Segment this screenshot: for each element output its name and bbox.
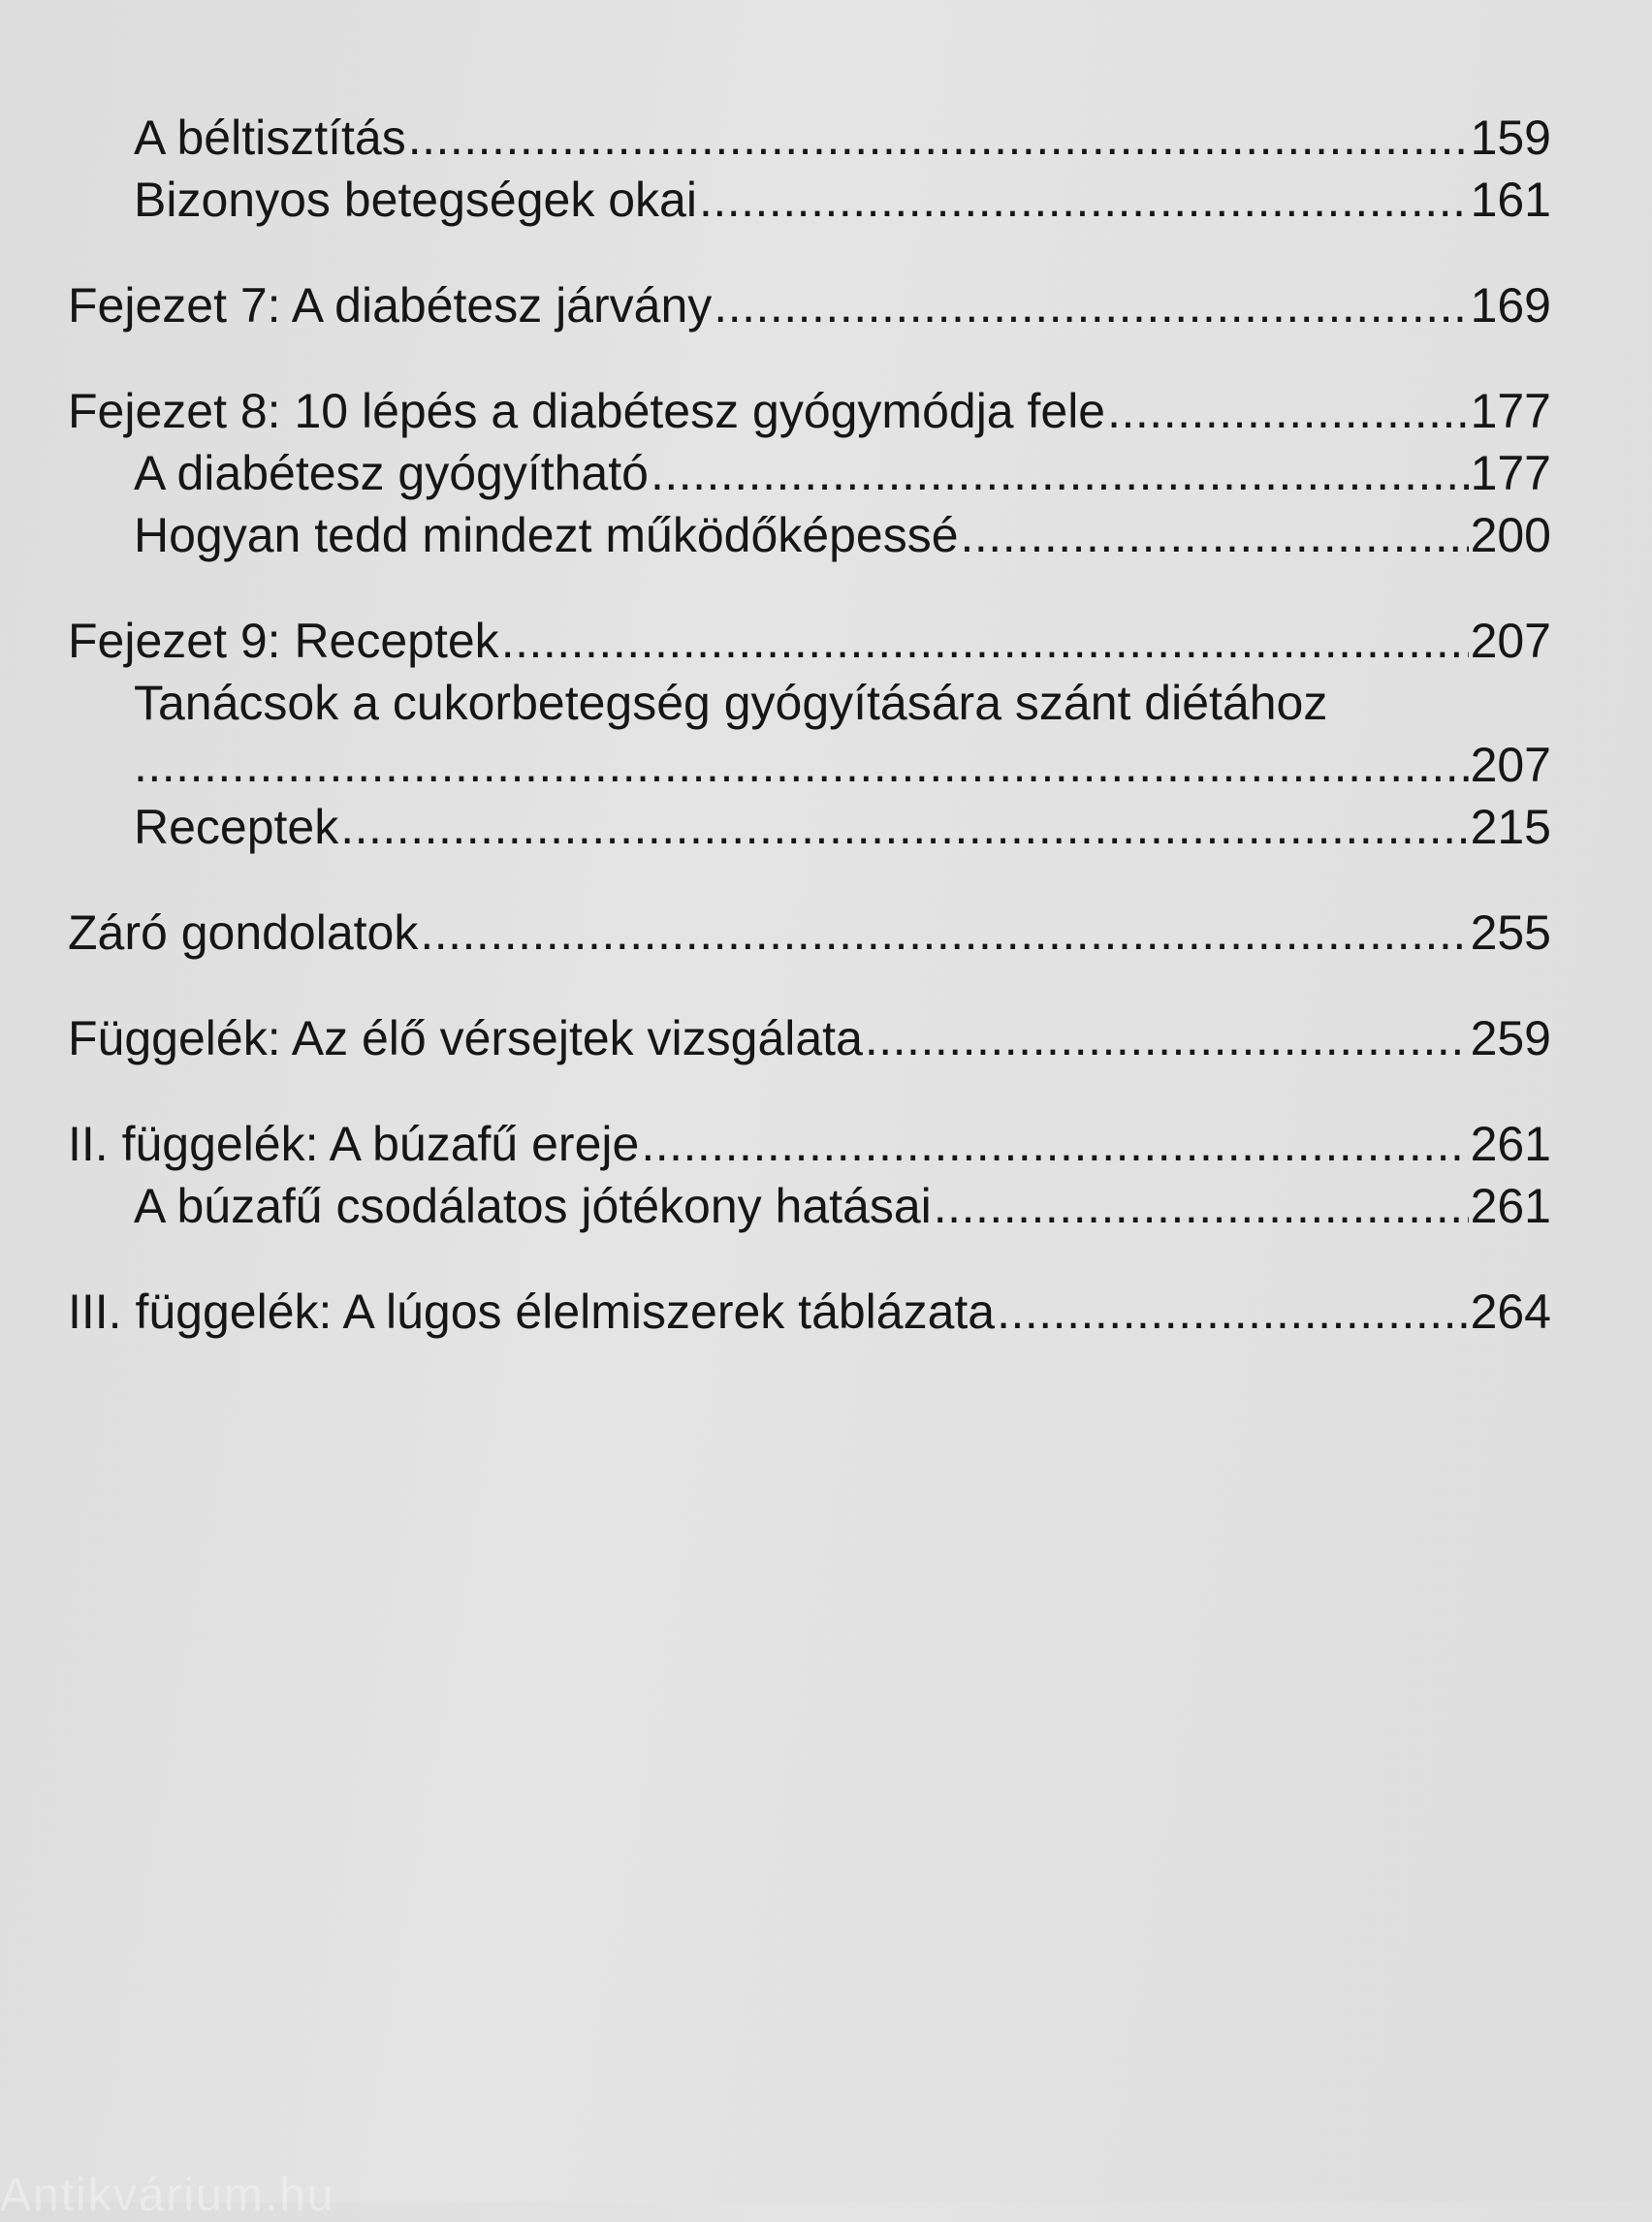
dot-leader — [934, 1175, 1469, 1237]
toc-entry-page: 159 — [1470, 111, 1551, 165]
toc-entry-page: 259 — [1470, 1011, 1551, 1065]
toc-entry-page: 161 — [1470, 173, 1551, 227]
toc-entry-continuation — [68, 734, 1551, 796]
toc-entry-page: 177 — [1470, 384, 1551, 438]
dot-leader — [651, 442, 1469, 504]
toc-entry-page: 215 — [1470, 800, 1551, 854]
dot-leader — [134, 734, 1469, 796]
toc-entry — [68, 1281, 1551, 1343]
toc-entry — [68, 442, 1551, 504]
toc-entry-title: Függelék: Az élő vérsejtek vizsgálata — [68, 1011, 863, 1065]
toc-entry — [68, 902, 1551, 964]
toc-entry — [68, 107, 1551, 169]
toc-entry — [68, 1175, 1551, 1237]
watermark: Antikvárium.hu — [0, 2170, 335, 2221]
toc-entry-page: 200 — [1470, 508, 1551, 562]
dot-leader — [699, 169, 1469, 231]
toc-entry-page: 261 — [1470, 1179, 1551, 1233]
toc-entry-title: III. függelék: A lúgos élelmiszerek táblázata — [68, 1285, 996, 1339]
toc-entry-title: A búzafű csodálatos jótékony hatásai — [134, 1179, 932, 1233]
toc-entry — [68, 796, 1551, 858]
toc-entry-page: 255 — [1470, 905, 1551, 960]
toc-entry-title: A diabétesz gyógyítható — [134, 446, 649, 500]
toc-entry-page: 207 — [1470, 738, 1551, 792]
toc-entry-page: 264 — [1470, 1285, 1551, 1339]
dot-leader — [865, 1007, 1469, 1069]
toc-entry — [68, 274, 1551, 336]
toc-entry-title: Receptek — [134, 800, 339, 854]
dot-leader — [420, 902, 1468, 964]
dot-leader — [997, 1281, 1468, 1343]
dot-leader — [961, 504, 1469, 566]
toc-entry — [68, 504, 1551, 566]
toc-entry — [68, 1113, 1551, 1175]
toc-entry-page: 207 — [1470, 614, 1551, 668]
toc-entry — [68, 169, 1551, 231]
dot-leader — [714, 274, 1468, 336]
toc-entry-title: Hogyan tedd mindezt működőképessé — [134, 508, 959, 562]
toc-entry-page: 169 — [1470, 278, 1551, 333]
dot-leader — [408, 107, 1469, 169]
toc-entry-title: Fejezet 9: Receptek — [68, 614, 499, 668]
toc-entry — [68, 610, 1551, 672]
toc-entry-title: A béltisztítás — [134, 111, 406, 165]
toc-entry-page: 177 — [1470, 446, 1551, 500]
dot-leader — [340, 796, 1468, 858]
dot-leader — [501, 610, 1469, 672]
toc-entry-page: 261 — [1470, 1117, 1551, 1171]
dot-leader — [641, 1113, 1468, 1175]
dot-leader — [1107, 380, 1468, 442]
toc-entry-title: Záró gondolatok — [68, 905, 419, 960]
toc-entry — [68, 1007, 1551, 1069]
toc-entry-title: Fejezet 7: A diabétesz járvány — [68, 278, 713, 333]
table-of-contents — [68, 107, 1551, 1343]
toc-entry-title: II. függelék: A búzafű ereje — [68, 1117, 640, 1171]
toc-entry-title: Fejezet 8: 10 lépés a diabétesz gyógymódja fele — [68, 384, 1106, 438]
toc-entry-title-wrapped: Tanácsok a cukorbetegség gyógyítására szánt diétához — [134, 676, 1328, 730]
toc-entry — [68, 380, 1551, 442]
toc-entry-title: Bizonyos betegségek okai — [134, 173, 697, 227]
